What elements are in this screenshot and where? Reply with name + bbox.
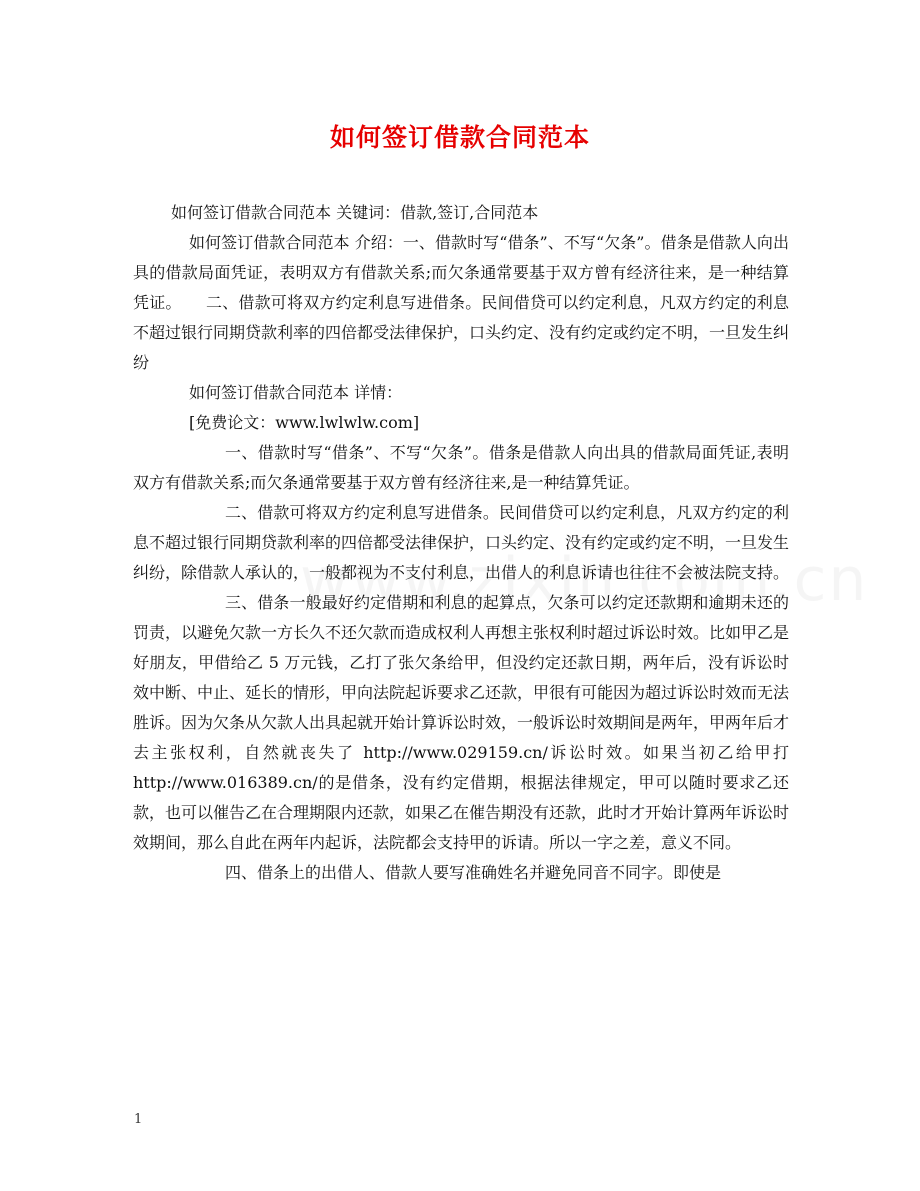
section-4-paragraph: 四、借条上的出借人、借款人要写准确姓名并避免同音不同字。即使是 — [225, 863, 722, 882]
section-2-paragraph: 二、借款可将双方约定利息写进借条。民间借贷可以约定利息，凡双方约定的利息不超过银行同期贷款利率的四倍都受法律保护，口头约定、没有约定或约定不明，一旦发生纠纷，除借款人承认的，一般都视为不支付利息，出借人的利息诉请也往往不会被法院支持。 — [133, 503, 790, 582]
source-note: [免费论文：www.lwlwlw.com] — [189, 413, 420, 432]
document-body — [133, 198, 789, 888]
intro-paragraph: 如何签订借款合同范本 介绍：一、借款时写“借条”、不写“欠条”。借条是借款人向出具的借款局面凭证，表明双方有借款关系;而欠条通常要基于双方曾有经济往来，是一种结算凭证。 二、借款可将双方约定利息写进借条。民间借贷可以约定利息，凡双方约定的利息不超过银行同期贷款利率的四倍都受法律保护，口头约定、没有约定或约定不明，一旦发生纠纷 — [133, 233, 790, 372]
keywords-paragraph: 如何签订借款合同范本 关键词：借款,签订,合同范本 — [171, 203, 539, 222]
section-3-paragraph: 三、借条一般最好约定借期和利息的起算点，欠条可以约定还款期和逾期未还的罚责，以避免欠款一方长久不还欠款而造成权利人再想主张权利时超过诉讼时效。比如甲乙是好朋友，甲借给乙 5 万元钱，乙打了张欠条给甲，但没约定还款日期，两年后，没有诉讼时效中断、中止、延长的情形，甲向法院起诉要求乙还款，甲很有可能因为超过诉讼时效而无法胜诉。因为欠条从欠款人出具起就开始计算诉讼时效，一般诉讼时效期间是两年，甲两年后才去主张权利，自然就丧失了 http://www.029159.cn/诉讼时效。如果当初乙给甲打 http://www.016389.cn/的是借条，没有约定借期，根据法律规定，甲可以随时要求乙还款，也可以催告乙在合理期限内还款，如果乙在催告期没有还款，此时才开始计算两年诉讼时效期间，那么自此在两年内起诉，法院都会支持甲的诉请。所以一字之差，意义不同。 — [133, 593, 790, 852]
document-title: 如何签订借款合同范本 — [329, 123, 590, 152]
page-number: 1 — [134, 1112, 143, 1127]
section-1-paragraph: 一、借款时写“借条”、不写“欠条”。借条是借款人向出具的借款局面凭证,表明双方有借款关系;而欠条通常要基于双方曾有经济往来,是一种结算凭证。 — [133, 443, 789, 492]
details-heading: 如何签订借款合同范本 详情： — [189, 383, 403, 402]
